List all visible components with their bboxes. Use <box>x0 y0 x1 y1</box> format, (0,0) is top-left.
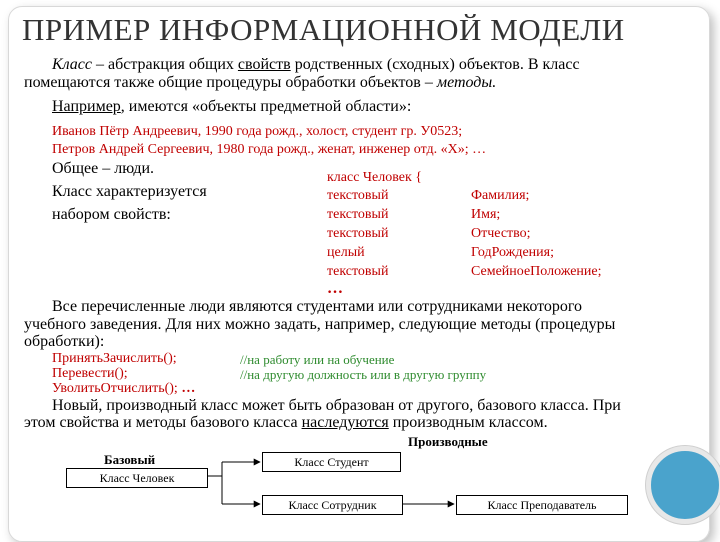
class-type-3: текстовый <box>327 226 389 241</box>
derived-label: Производные <box>408 434 488 449</box>
decorative-circle <box>646 446 720 524</box>
class-term: Класс <box>52 56 92 73</box>
para3-line-1: Новый, производный класс может быть образован от другого, базового класса. При <box>52 397 621 414</box>
properties-term: свойств <box>237 56 291 73</box>
para2-line-2: учебного заведения. Для них можно задать, например, следующие методы (процедуры <box>24 316 616 333</box>
example-text: , имеются «объекты предметной области»: <box>120 98 412 115</box>
class-field-1: Фамилия; <box>471 188 530 203</box>
class-type-5: текстовый <box>327 264 389 279</box>
intro-text-c: помещаются также общие процедуры обработки объектов – <box>24 74 437 91</box>
teacher-class-box: Класс Преподаватель <box>456 495 628 515</box>
class-field-2: Имя; <box>471 207 501 222</box>
class-type-4: целый <box>327 245 365 260</box>
class-field-5: СемейноеПоложение; <box>471 264 602 279</box>
class-header: класс Человек { <box>327 170 422 185</box>
left-text-1: Общее – люди. <box>52 160 155 177</box>
para2-line-1: Все перечисленные люди являются студентами или сотрудниками некоторого <box>52 298 583 315</box>
intro-text-a: – абстракция общих <box>92 56 238 73</box>
class-field-4: ГодРождения; <box>471 245 554 260</box>
base-label: Базовый <box>104 452 156 467</box>
left-text-3: набором свойств: <box>52 206 171 223</box>
methods-ellipsis: … <box>181 381 197 396</box>
method-name-2: Перевести(); <box>52 366 128 381</box>
object-item-2: Петров Андрей Сергеевич, 1980 года рожд., женат, инженер отд. «Х»; … <box>52 142 487 157</box>
method-name-3-text: УволитьОтчислить(); <box>52 381 178 396</box>
class-type-2: текстовый <box>327 207 389 222</box>
base-class-box: Класс Человек <box>66 468 208 488</box>
para3-text-b: производным классом. <box>388 414 548 431</box>
method-name-1: ПринятьЗачислить(); <box>52 351 177 366</box>
inherited-term: наследуются <box>301 414 389 431</box>
student-class-box: Класс Студент <box>262 452 401 472</box>
intro-text-b: родственных (сходных) объектов. В класс <box>290 56 580 73</box>
para2-line-3: обработки): <box>24 333 105 350</box>
method-comment-1: //на работу или на обучение <box>240 352 395 367</box>
left-text-2: Класс характеризуется <box>52 183 207 200</box>
para3-text-a: этом свойства и методы базового класса <box>24 414 302 431</box>
class-type-1: текстовый <box>327 188 389 203</box>
object-item-1: Иванов Пётр Андреевич, 1990 года рожд., холост, студент гр. У0523; <box>52 124 463 139</box>
method-comment-2: //на другую должность или в другую группу <box>240 367 487 382</box>
employee-class-box: Класс Сотрудник <box>262 495 403 515</box>
class-ellipsis: … <box>327 280 344 297</box>
class-field-3: Отчество; <box>471 226 531 241</box>
slide-title: ПРИМЕР ИНФОРМАЦИОННОЙ МОДЕЛИ <box>22 12 625 47</box>
example-term: Например <box>52 98 121 115</box>
methods-term: методы. <box>436 74 497 91</box>
